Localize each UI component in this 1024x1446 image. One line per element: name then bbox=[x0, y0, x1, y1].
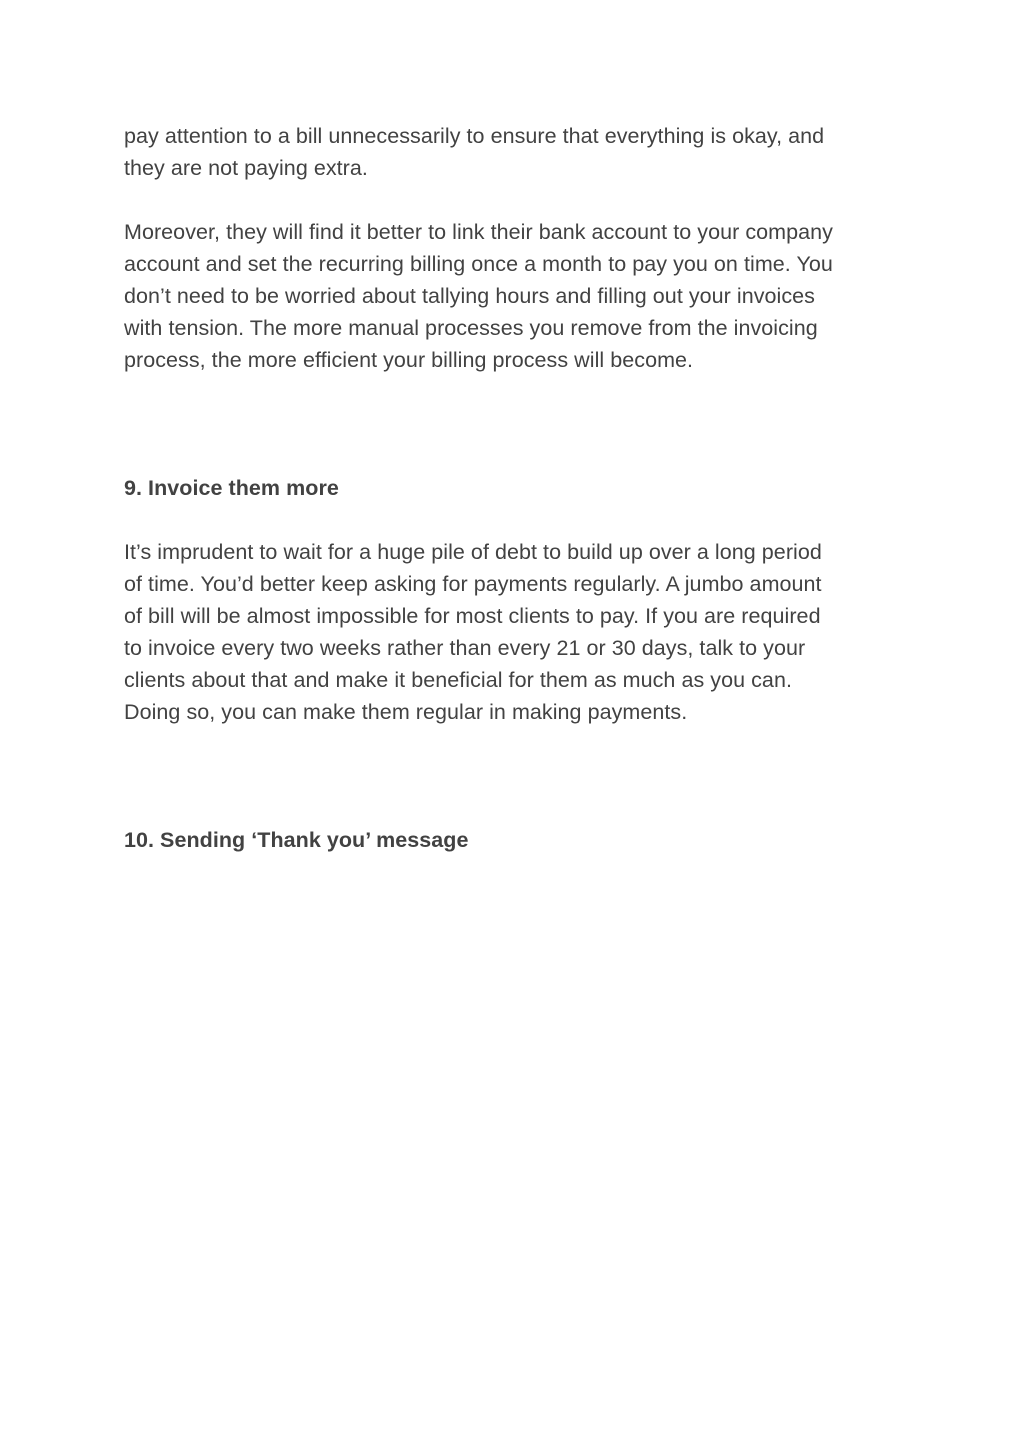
paragraph-continuation bbox=[124, 120, 904, 184]
text-line: Moreover, they will find it better to link their bank account to your company bbox=[124, 220, 833, 244]
section-heading-10: 10. Sending ‘Thank you’ message bbox=[124, 828, 469, 852]
text-line: they are not paying extra. bbox=[124, 156, 368, 180]
text-line: pay attention to a bill unnecessarily to ensure that everything is okay, and bbox=[124, 124, 825, 148]
text-line: account and set the recurring billing once a month to pay you on time. You bbox=[124, 252, 833, 276]
text-line: of time. You’d better keep asking for payments regularly. A jumbo amount bbox=[124, 572, 822, 596]
document-body bbox=[124, 120, 904, 856]
text-line: It’s imprudent to wait for a huge pile of debt to build up over a long period bbox=[124, 540, 822, 564]
text-line: with tension. The more manual processes you remove from the invoicing bbox=[124, 316, 818, 340]
text-line: process, the more efficient your billing process will become. bbox=[124, 348, 694, 372]
text-line: Doing so, you can make them regular in making payments. bbox=[124, 700, 688, 724]
paragraph-bank-link bbox=[124, 216, 904, 376]
text-line: of bill will be almost impossible for most clients to pay. If you are required bbox=[124, 604, 821, 628]
section-spacer bbox=[124, 376, 904, 472]
paragraph-spacer bbox=[124, 184, 904, 216]
section-spacer bbox=[124, 728, 904, 824]
section-heading-9: 9. Invoice them more bbox=[124, 476, 339, 500]
paragraph-invoice-more bbox=[124, 536, 904, 728]
text-line: clients about that and make it beneficial for them as much as you can. bbox=[124, 668, 792, 692]
text-line: to invoice every two weeks rather than every 21 or 30 days, talk to your bbox=[124, 636, 806, 660]
paragraph-spacer bbox=[124, 504, 904, 536]
text-line: don’t need to be worried about tallying hours and filling out your invoices bbox=[124, 284, 815, 308]
